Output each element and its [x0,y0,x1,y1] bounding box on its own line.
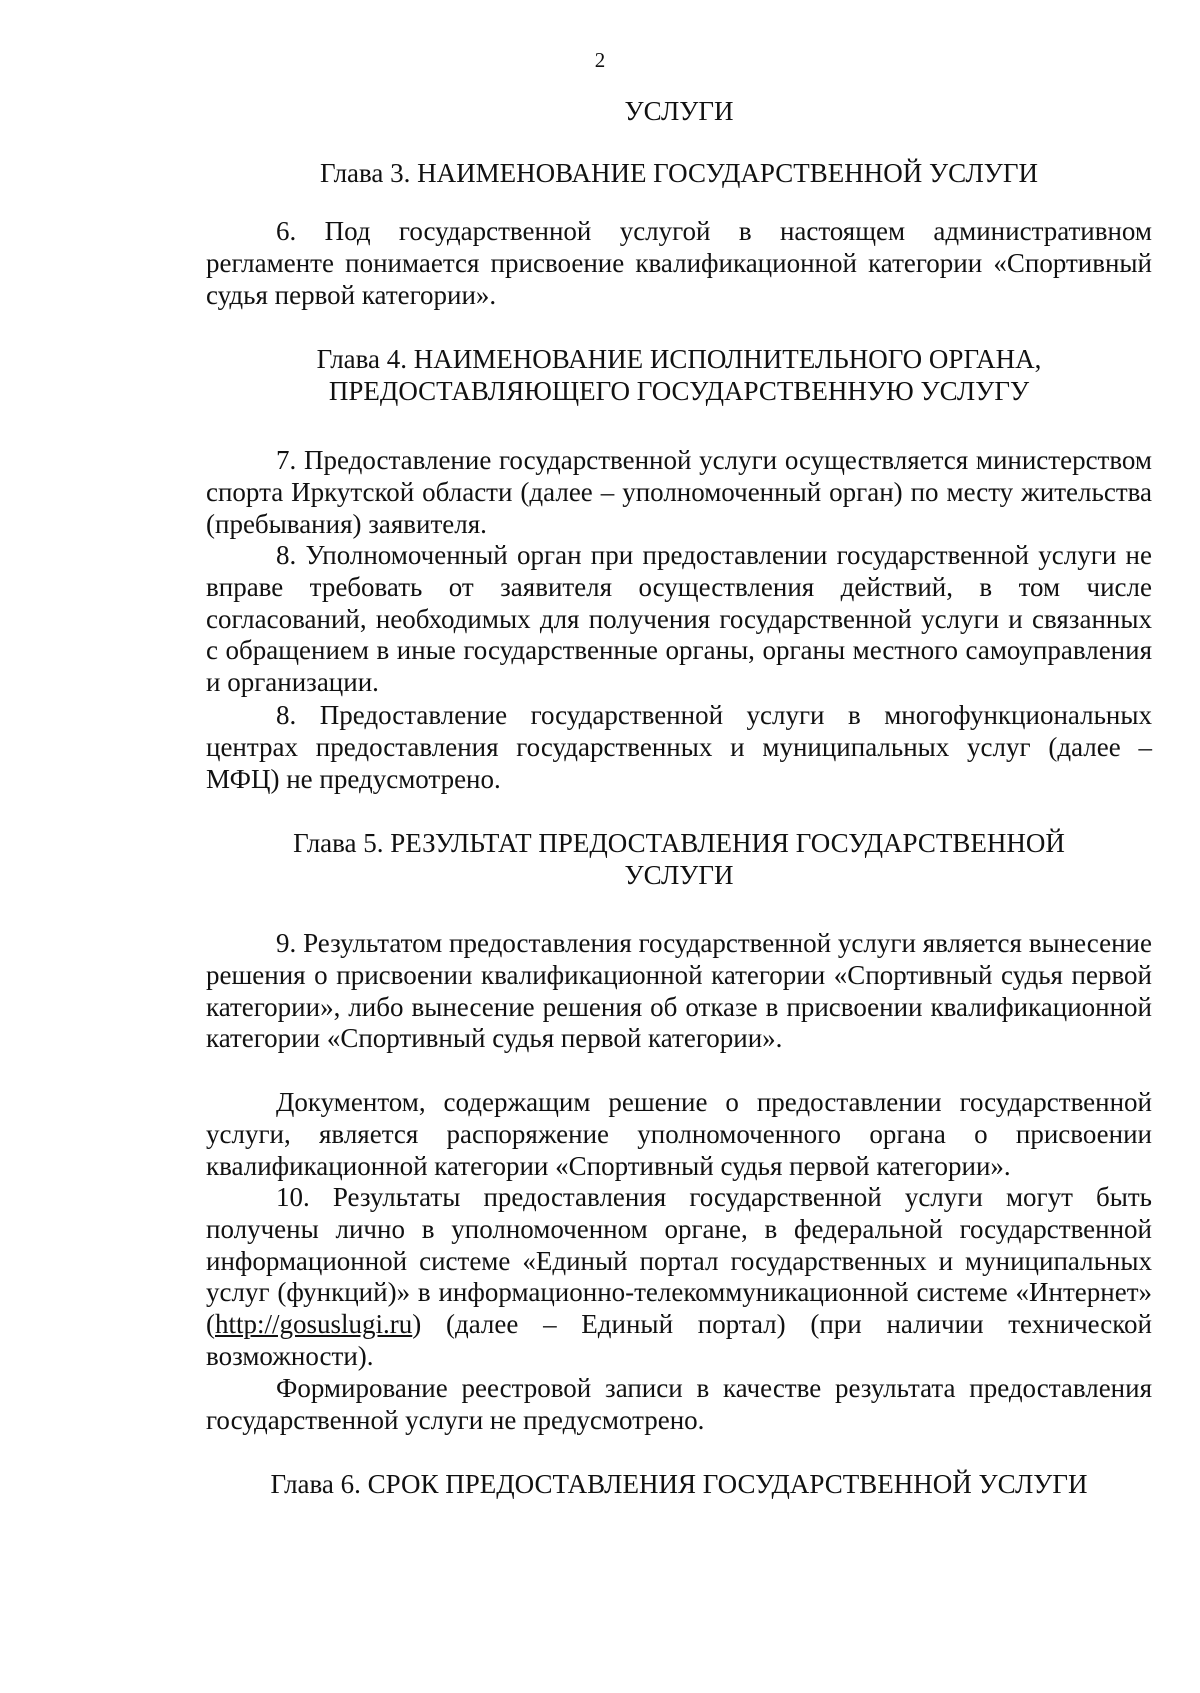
paragraph-9-document: Документом, содержащим решение о предоставлении государственной услуги, является распоряжение уполномоченного органа о присвоении квалификационной категории «Спортивный судья первой категории». [206,1087,1152,1181]
paragraph-7: 7. Предоставление государственной услуги осуществляется министерством спорта Иркутской области (далее – уполномоченный орган) по месту жительства (пребывания) заявителя. [206,445,1152,539]
paragraph-10 [206,1182,1152,1373]
page-number: 2 [594,48,606,72]
paragraph-6: 6. Под государственной услугой в настоящем административном регламенте понимается присвоение квалификационной категории «Спортивный судья первой категории». [206,216,1152,310]
paragraph-10-registry: Формирование реестровой записи в качестве результата предоставления государственной услуги не предусмотрено. [206,1373,1152,1435]
chapter-4-heading-line-1: Глава 4. НАИМЕНОВАНИЕ ИСПОЛНИТЕЛЬНОГО ОРГАНА, [316,344,1042,374]
chapter-3-heading: Глава 3. НАИМЕНОВАНИЕ ГОСУДАРСТВЕННОЙ УСЛУГИ [319,158,1038,188]
paragraph-9: 9. Результатом предоставления государственной услуги является вынесение решения о присвоении квалификационной категории «Спортивный судья первой категории», либо вынесение решения об отказе в присвоении квалификационной категории «Спортивный судья первой категории». [206,928,1152,1054]
paragraph-8b: 8. Предоставление государственной услуги в многофункциональных центрах предоставления государственных и муниципальных услуг (далее – МФЦ) не предусмотрено. [206,700,1152,794]
paragraph-8a: 8. Уполномоченный орган при предоставлении государственной услуги не вправе требовать от заявителя осуществления действий, в том числе согласований, необходимых для получения государственной услуги и связанных с обращением в иные государственные органы, органы местного самоуправления и организации. [206,540,1152,698]
top-heading: УСЛУГИ [624,96,734,126]
chapter-5-heading-line-2: УСЛУГИ [624,860,734,890]
chapter-6-heading: Глава 6. СРОК ПРЕДОСТАВЛЕНИЯ ГОСУДАРСТВЕННОЙ УСЛУГИ [270,1469,1088,1499]
chapter-4-heading-line-2: ПРЕДОСТАВЛЯЮЩЕГО ГОСУДАРСТВЕННУЮ УСЛУГУ [328,376,1030,406]
paragraph-10-text-start: 10. Результаты предоставления государственной услуги могут быть получены лично в уполномоченном органе, в федеральной государственной информационной системе «Единый портал государственных и муниципальных услуг (функций)» в информационно-телекоммуникационной системе «Интернет» ( [206,1182,1152,1340]
gosuslugi-link[interactable]: http://gosuslugi.ru [215,1309,413,1340]
paragraph-10-text-end: ) (далее – Единый портал) (при наличии технической возможности). [206,1309,1152,1371]
chapter-5-heading-line-1: Глава 5. РЕЗУЛЬТАТ ПРЕДОСТАВЛЕНИЯ ГОСУДАРСТВЕННОЙ [293,828,1065,858]
